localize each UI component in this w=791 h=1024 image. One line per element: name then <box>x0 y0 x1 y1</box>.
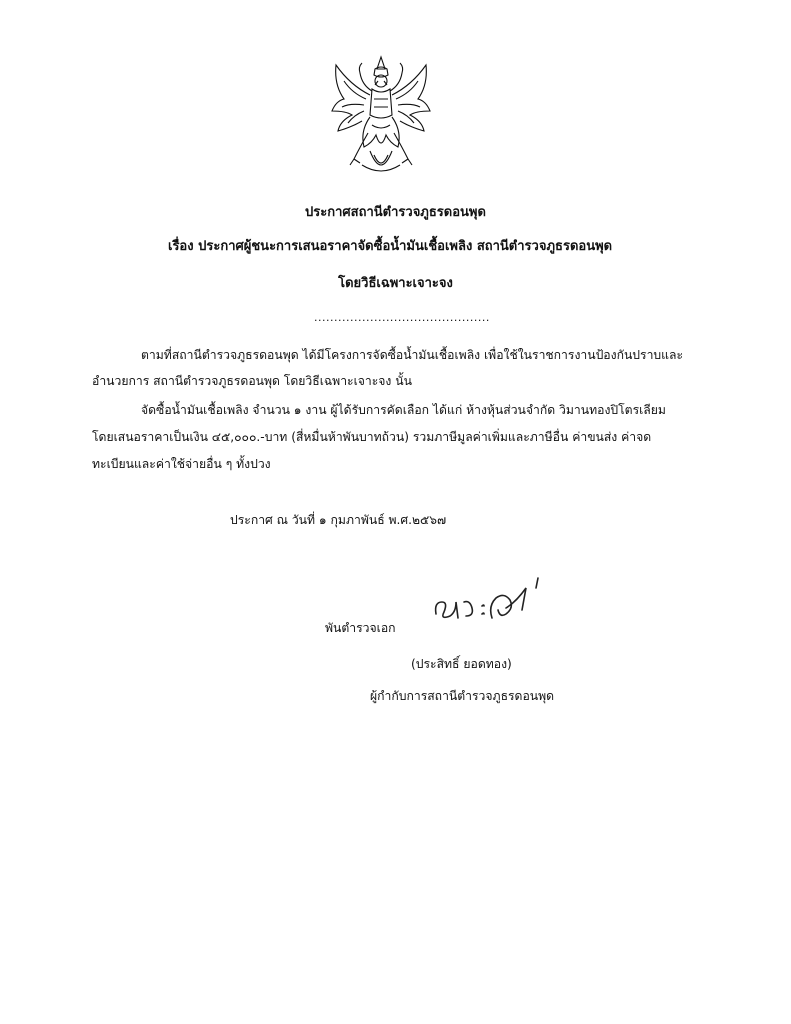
signature-mark <box>430 572 555 627</box>
body-line-2: อำนวยการ สถานีตำรวจภูธรดอนพุด โดยวิธีเฉพาะเจาะจง นั้น <box>92 374 412 388</box>
body-line-1: ตามที่สถานีตำรวจภูธรดอนพุด ได้มีโครงการจัดซื้อน้ำมันเชื้อเพลิง เพื่อใช้ในราชการงานป้องกันปราบและ <box>141 348 684 362</box>
body-line-3: จัดซื้อน้ำมันเชื้อเพลิง จำนวน ๑ งาน ผู้ได้รับการคัดเลือก ได้แก่ ห้างหุ้นส่วนจำกัด วิมานทองปิโตรเลียม <box>141 403 666 417</box>
procurement-method: โดยวิธีเฉพาะเจาะจง <box>338 276 453 291</box>
signer-position: ผู้กำกับการสถานีตำรวจภูธรดอนพุด <box>370 689 555 703</box>
body-line-4: โดยเสนอราคาเป็นเงิน ๔๕,๐๐๐.-บาท (สี่หมื่นห้าพันบาทถ้วน) รวมภาษีมูลค่าเพิ่มและภาษีอื่น ค่าขนส่ง ค่าจด <box>92 430 652 444</box>
announcement-date: ประกาศ ณ วันที่ ๑ กุมภาพันธ์ พ.ศ.๒๕๖๗ <box>230 513 447 527</box>
announcement-subject: เรื่อง ประกาศผู้ชนะการเสนอราคาจัดซื้อน้ำมันเชื้อเพลิง สถานีตำรวจภูธรดอนพุด <box>168 239 613 254</box>
signer-rank: พันตำรวจเอก <box>325 621 396 635</box>
separator-dots: ............................................ <box>314 311 490 324</box>
signer-name: (ประสิทธิ์ ยอดทอง) <box>411 657 512 671</box>
body-line-5: ทะเบียนและค่าใช้จ่ายอื่น ๆ ทั้งปวง <box>92 457 271 471</box>
announcement-title: ประกาศสถานีตำรวจภูธรดอนพุด <box>305 205 486 220</box>
garuda-emblem-icon <box>330 55 432 180</box>
